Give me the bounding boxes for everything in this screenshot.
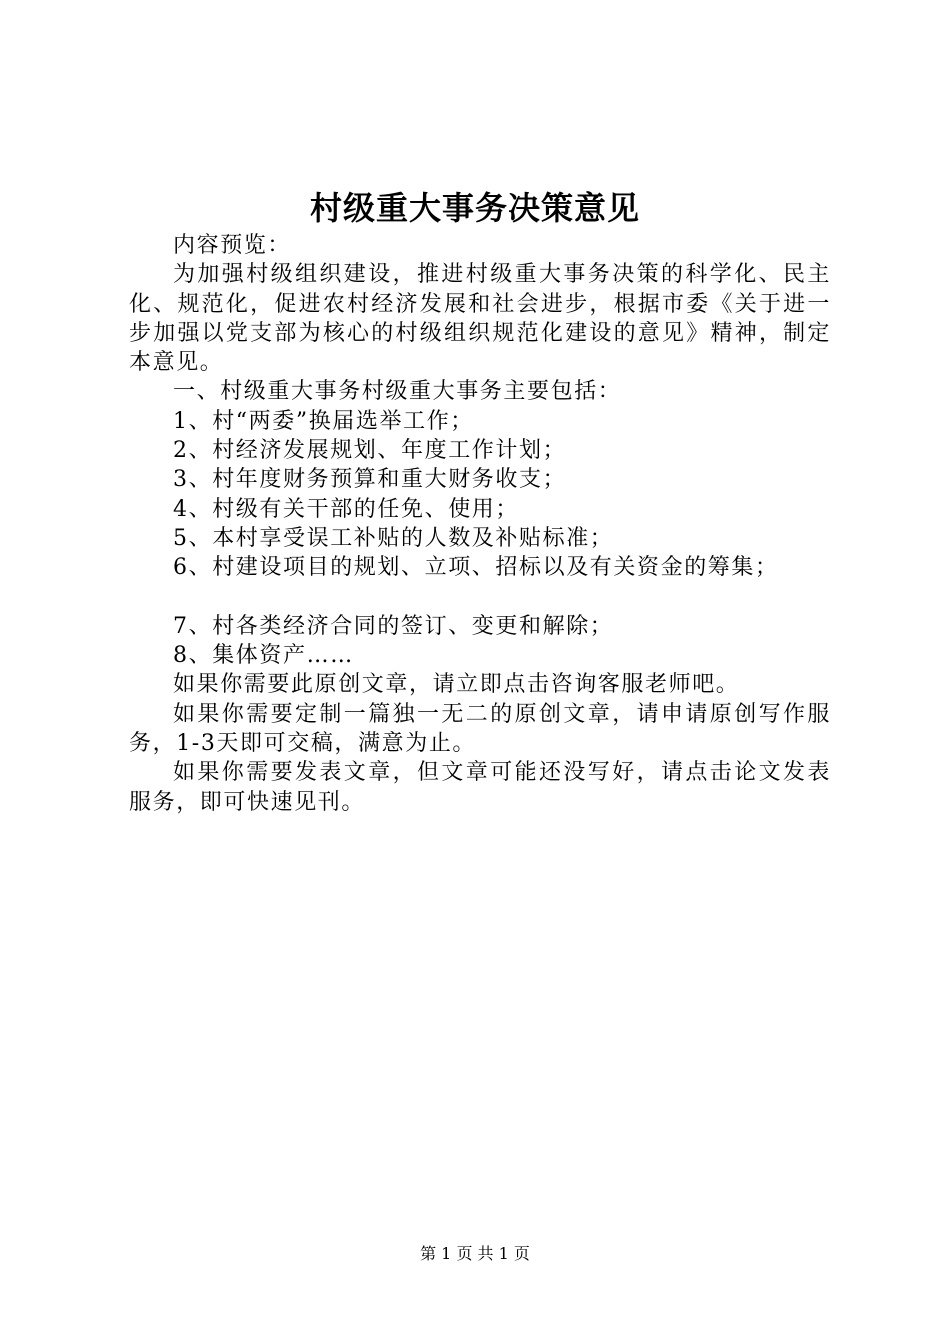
list-item-2: 2、村经济发展规划、年度工作计划； bbox=[173, 438, 567, 464]
document-title: 村级重大事务决策意见 bbox=[309, 189, 640, 227]
list-item-1: 1、村“两委”换届选举工作； bbox=[173, 408, 474, 434]
list-item-6: 6、村建设项目的规划、立项、招标以及有关资金的筹集； bbox=[173, 555, 779, 581]
list-item-7: 7、村各类经济合同的签订、变更和解除； bbox=[173, 613, 614, 639]
list-item-8: 8、集体资产…… bbox=[173, 643, 354, 669]
list-item-5: 5、本村享受误工补贴的人数及补贴标准； bbox=[173, 525, 614, 551]
paragraph-section-heading: 一、村级重大事务村级重大事务主要包括： bbox=[173, 379, 622, 405]
list-item-4: 4、村级有关干部的任免、使用； bbox=[173, 496, 519, 522]
promo-paragraph-custom: 如果你需要定制一篇独一无二的原创文章，请申请原创写作服务，1-3天即可交稿，满意为止。 bbox=[129, 701, 831, 757]
blank-line bbox=[129, 583, 831, 612]
promo-paragraph-publish: 如果你需要发表文章，但文章可能还没写好，请点击论文发表服务，即可快速见刊。 bbox=[129, 760, 831, 815]
promo-paragraph-consult: 如果你需要此原创文章，请立即点击咨询客服老师吧。 bbox=[173, 672, 740, 698]
page-number-footer: 第 1 页 共 1 页 bbox=[420, 1244, 530, 1263]
list-item-3: 3、村年度财务预算和重大财务收支； bbox=[173, 467, 567, 493]
paragraph-preview-label: 内容预览： bbox=[173, 233, 292, 258]
document-body bbox=[129, 231, 831, 817]
paragraph-intro: 为加强村级组织建设，推进村级重大事务决策的科学化、民主化、规范化，促进农村经济发展和社会进步，根据市委《关于进一步加强以党支部为核心的村级组织规范化建设的意见》精神，制定本意见。 bbox=[129, 262, 831, 376]
